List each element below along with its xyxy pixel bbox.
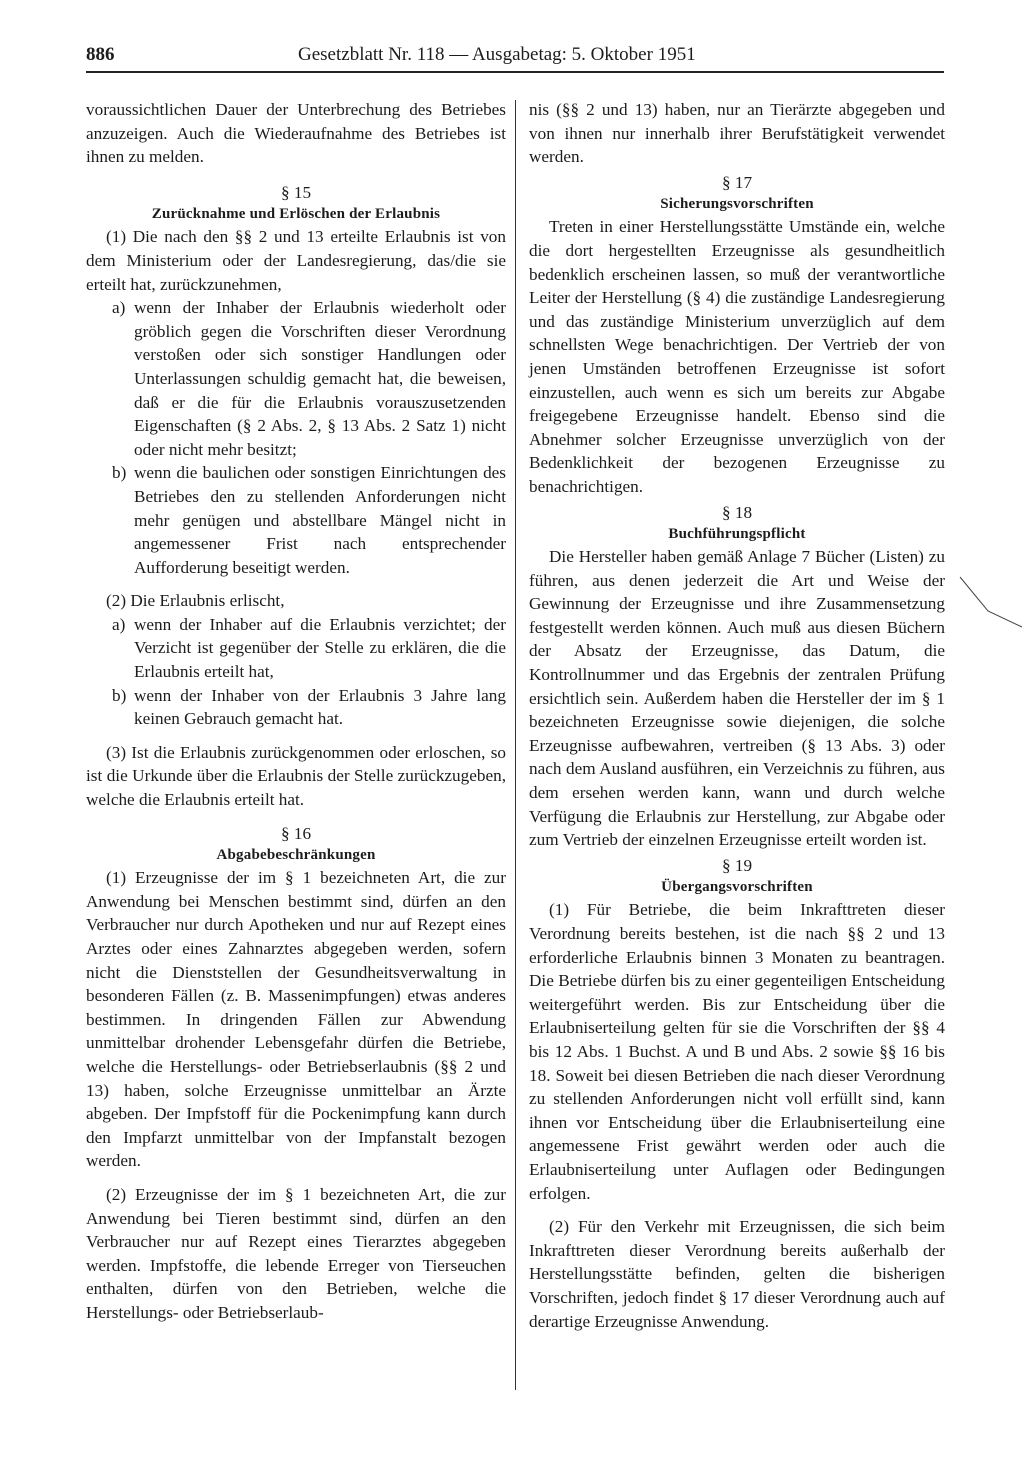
continued-paragraph: voraussichtlichen Dauer der Unterbrechung des Betriebes anzuzeigen. Auch die Wiederaufnahme des Betriebes ist ihnen zu melden. <box>86 100 506 167</box>
item-text: wenn der Inhaber von der Erlaubnis 3 Jahre lang keinen Gebrauch gemacht hat. <box>134 685 506 729</box>
page-number: 886 <box>86 44 115 65</box>
item-text: wenn der Inhaber der Erlaubnis wiederholt oder gröblich gegen die Vorschriften dieser Verordnung verstoßen oder sich sonstiger Handlungen oder Unterlassungen schuldig gemacht hat, die beweisen, daß er die für die Erlaubnis vorauszusetzenden Eigenschaften (§ 2 Abs. 2, § 13 Abs. 2 Satz 1) nicht oder nicht mehr besitzt; <box>134 298 506 459</box>
column-divider <box>515 100 516 1390</box>
section-17-paragraph-1: Treten in einer Herstellungsstätte Umstände ein, welche die dort hergestellten Erzeugnisse als gesundheitlich bedenklich erscheinen lassen, so muß der verantwortliche Leiter der Herstellung (§ 4) die zuständige Landesregierung und das zuständige Ministerium unverzüglich auf dem schnellsten Wege benachrichtigen. Der Vertrieb der von jenen Umständen betroffenen Erzeugnisse ist sofort einzustellen, auch wenn es sich um bereits zur Abgabe freigegebene Erzeugnisse handelt. Ebenso sind die Abnehmer solcher Erzeugnisse unverzüglich von der Bedenklichkeit der bezogenen Erzeugnisse zu benachrichtigen. <box>529 217 945 496</box>
margin-pencil-mark <box>958 575 1024 635</box>
right-column <box>529 98 945 1333</box>
section-19-paragraph-1: (1) Für Betriebe, die beim Inkrafttreten dieser Verordnung bereits bestehen, ist die nach §§ 2 und 13 erforderliche Erlaubnis binnen 3 Monaten zu beantragen. Die Betriebe dürfen bis zu einer gegenteiligen Entscheidung weitergeführt werden. Bis zur Entscheidung über die Erlaubniserteilung gelten für sie die Vorschriften der §§ 4 bis 12 Abs. 1 Buchst. A und B und Abs. 2 sowie §§ 16 bis 18. Soweit bei diesen Betrieben die nach dieser Verordnung zu stellenden Anforderungen nicht voll erfüllt sind, kann ihnen vor Entscheidung über die Erlaubniserteilung eine angemessene Frist gewährt werden oder auch die Erlaubniserteilung unter Auflagen oder Bedingungen erfolgen. <box>529 900 945 1203</box>
section-19-title: Übergangsvorschriften <box>661 879 813 896</box>
section-15-title: Zurücknahme und Erlöschen der Erlaubnis <box>151 206 441 223</box>
continued-paragraph: nis (§§ 2 und 13) haben, nur an Tierärzte abgegeben und von ihnen nur innerhalb ihrer Berufstätigkeit verwendet werden. <box>529 100 945 167</box>
item-label: a) <box>112 298 126 318</box>
section-16-paragraph-1: (1) Erzeugnisse der im § 1 bezeichneten Art, die zur Anwendung bei Menschen bestimmt sind, dürfen an den Verbraucher nur durch Apotheken und nur auf Rezept eines Arztes oder eines Zahnarztes abgegeben werden, sofern nicht die Dienststellen der Gesundheitsverwaltung in besonderen Fällen (z. B. Massenimpfungen) etwas anderes bestimmen. In dringenden Fällen zur Abwendung unmittelbar drohender Lebensgefahr dürfen die Betriebe, welche die Herstellungs- oder Betriebserlaubnis (§§ 2 und 13) haben, solche Erzeugnisse unmittelbar an Ärzte abgeben. Der Impfstoff für die Pockenimpfung kann durch den Impfarzt unmittelbar von der Impfanstalt bezogen werden. <box>86 868 506 1171</box>
item-label: a) <box>112 614 126 634</box>
section-15-number: § 15 <box>280 182 312 202</box>
section-17-number: § 17 <box>721 172 753 192</box>
section-15-item-b <box>86 461 506 579</box>
section-18-number: § 18 <box>721 502 753 522</box>
section-16-title: Abgabebeschränkungen <box>216 847 376 864</box>
section-15-item-a <box>86 296 506 461</box>
section-15-paragraph-1: (1) Die nach den §§ 2 und 13 erteilte Erlaubnis ist von dem Ministerium oder der Landesregierung, das/die sie erteilt hat, zurückzunehmen, <box>86 227 506 294</box>
section-19-number: § 19 <box>721 855 753 875</box>
section-15-2-item-b <box>86 684 506 731</box>
section-17-title: Sicherungsvorschriften <box>660 196 814 213</box>
section-16-number: § 16 <box>280 823 312 843</box>
item-text: wenn der Inhaber auf die Erlaubnis verzichtet; der Verzicht ist gegenüber der Stelle zu erklären, die die Erlaubnis erteilt hat, <box>134 614 506 682</box>
section-15-paragraph-2: (2) Die Erlaubnis erlischt, <box>106 591 285 611</box>
left-column <box>86 98 506 1325</box>
gazette-title: Gesetzblatt Nr. 118 — Ausgabetag: 5. Oktober 1951 <box>298 44 696 65</box>
item-label: b) <box>112 463 127 483</box>
pencil-stroke <box>960 577 1022 627</box>
header-rule <box>86 71 944 73</box>
section-19-paragraph-2: (2) Für den Verkehr mit Erzeugnissen, die sich beim Inkrafttreten dieser Verordnung bereits außerhalb der Herstellungsstätte befinden, gelten die bisherigen Vorschriften, jedoch findet § 17 dieser Verordnung auch auf derartige Erzeugnisse Anwendung. <box>529 1217 945 1331</box>
section-16-paragraph-2: (2) Erzeugnisse der im § 1 bezeichneten Art, die zur Anwendung bei Tieren bestimmt sind, dürfen an den Verbraucher nur auf Rezept eines Tierarztes abgegeben werden. Impfstoffe, die lebende Erreger von Tierseuchen enthalten, dürfen von den Betrieben, welche die Herstellungs- oder Betriebserlaub- <box>86 1184 506 1322</box>
item-label: b) <box>112 685 127 705</box>
item-text: wenn die baulichen oder sonstigen Einrichtungen des Betriebes den zu stellenden Anforderungen nicht mehr genügen und abstellbare Mängel nicht in angemessener Frist nach entsprechender Aufforderung beseitigt werden. <box>134 463 506 577</box>
section-15-paragraph-3: (3) Ist die Erlaubnis zurückgenommen oder erloschen, so ist die Urkunde über die Erlaubnis der Stelle zurückzugeben, welche die Erlaubnis erteilt hat. <box>86 742 506 810</box>
section-18-paragraph-1: Die Hersteller haben gemäß Anlage 7 Bücher (Listen) zu führen, aus denen jederzeit die Art und Weise der Gewinnung der Erzeugnisse und ihre Zusammensetzung festgestellt werden können. Auch muß aus diesen Büchern der Absatz der Erzeugnisse, das Datum, die Kontrollnummer und das Ergebnis der zentralen Prüfung ersichtlich sein. Außerdem haben die Hersteller der im § 1 bezeichneten Erzeugnisse sowie diejenigen, die solche Erzeugnisse aufbewahren, vertreiben (§ 13 Abs. 3) oder nach dem Ausland ausführen, ein Verzeichnis zu führen, aus dem ersehen werden kann, wann und durch welche Verfügung die Erlaubnis zur Herstellung, zur Abgabe oder zum Vertrieb der einzelnen Erzeugnisse erteilt worden ist. <box>529 547 945 850</box>
section-15-2-item-a <box>86 613 506 684</box>
section-18-title: Buchführungspflicht <box>668 526 806 543</box>
page-header <box>86 44 944 70</box>
